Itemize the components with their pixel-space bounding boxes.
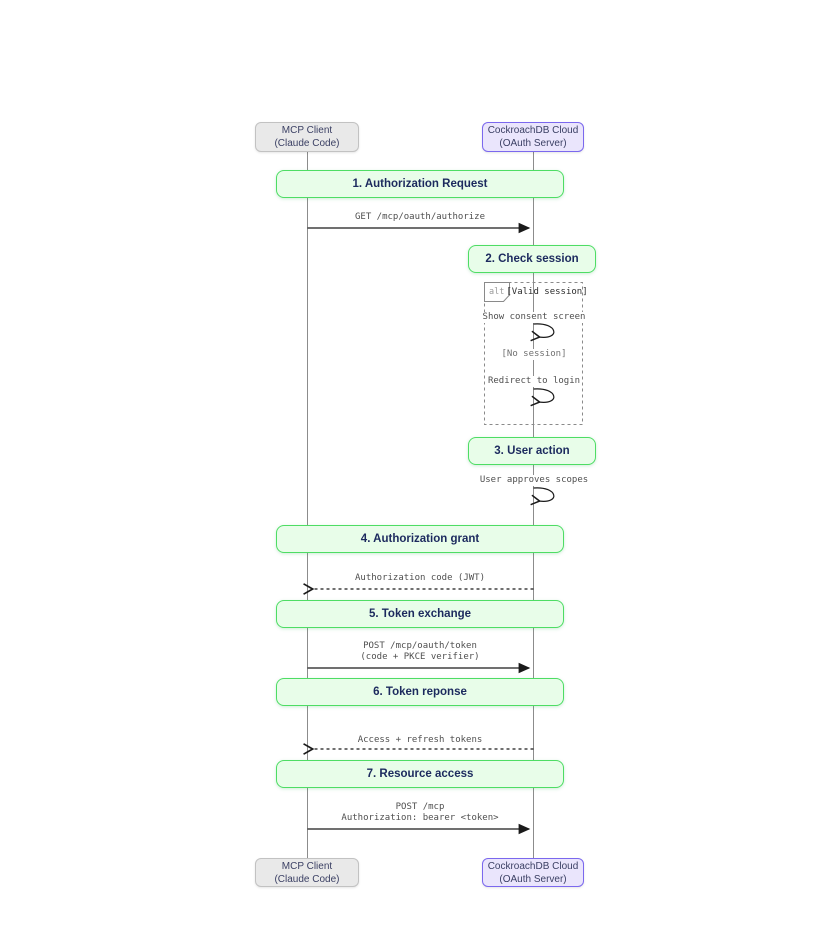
- message-line: POST /mcp: [395, 802, 445, 812]
- note-label: 6. Token reponse: [373, 686, 467, 698]
- note-label: 2. Check session: [485, 253, 579, 265]
- actor-bottom-mcp-client: [255, 858, 359, 887]
- alt-condition-valid-session: [Valid session]: [506, 287, 588, 297]
- actor-subtitle: (OAuth Server): [499, 138, 567, 149]
- note-step-6-token-response: [276, 678, 564, 706]
- actor-subtitle: (Claude Code): [274, 873, 340, 885]
- actor-top-oauth-server: [482, 122, 584, 152]
- actor-bottom-oauth-server: [482, 858, 584, 887]
- note-step-5-token-exchange: [276, 600, 564, 628]
- note-step-4-authorization-grant: [276, 525, 564, 553]
- alt-condition-no-session: [No session]: [501, 349, 567, 359]
- actor-name: MCP Client: [281, 860, 333, 872]
- note-label: 1. Authorization Request: [352, 178, 488, 190]
- note-step-1-authorization-request: [276, 170, 564, 198]
- message-authorize-request: GET /mcp/oauth/authorize: [354, 212, 486, 222]
- self-loop-user-approves: [534, 488, 554, 501]
- message-user-approves: User approves scopes: [479, 475, 589, 485]
- note-step-7-resource-access: [276, 760, 564, 788]
- actor-top-mcp-client: [255, 122, 359, 152]
- message-token-request: [358, 641, 481, 663]
- message-tokens-response: Access + refresh tokens: [357, 735, 483, 745]
- message-line: (code + PKCE verifier): [360, 652, 480, 662]
- message-line: POST /mcp/oauth/token: [363, 641, 477, 651]
- message-show-consent: Show consent screen: [482, 312, 586, 322]
- self-loop-redirect-login: [534, 389, 554, 402]
- note-label: 7. Resource access: [366, 768, 474, 780]
- actor-name: CockroachDB Cloud: [487, 125, 579, 136]
- message-resource-request: [339, 802, 500, 824]
- actor-name: MCP Client: [281, 125, 333, 136]
- note-label: 5. Token exchange: [368, 608, 472, 620]
- note-step-3-user-action: [468, 437, 596, 465]
- self-loop-show-consent: [534, 324, 554, 337]
- alt-operator-label: alt: [489, 287, 505, 297]
- actor-subtitle: (OAuth Server): [499, 873, 567, 885]
- message-auth-code: Authorization code (JWT): [354, 573, 486, 583]
- message-line: Authorization: bearer <token>: [341, 813, 499, 823]
- note-step-2-check-session: [468, 245, 596, 273]
- actor-subtitle: (Claude Code): [274, 138, 340, 149]
- actor-name: CockroachDB Cloud: [487, 860, 579, 872]
- message-redirect-login: Redirect to login: [487, 376, 581, 386]
- note-label: 3. User action: [494, 445, 570, 457]
- note-label: 4. Authorization grant: [360, 533, 480, 545]
